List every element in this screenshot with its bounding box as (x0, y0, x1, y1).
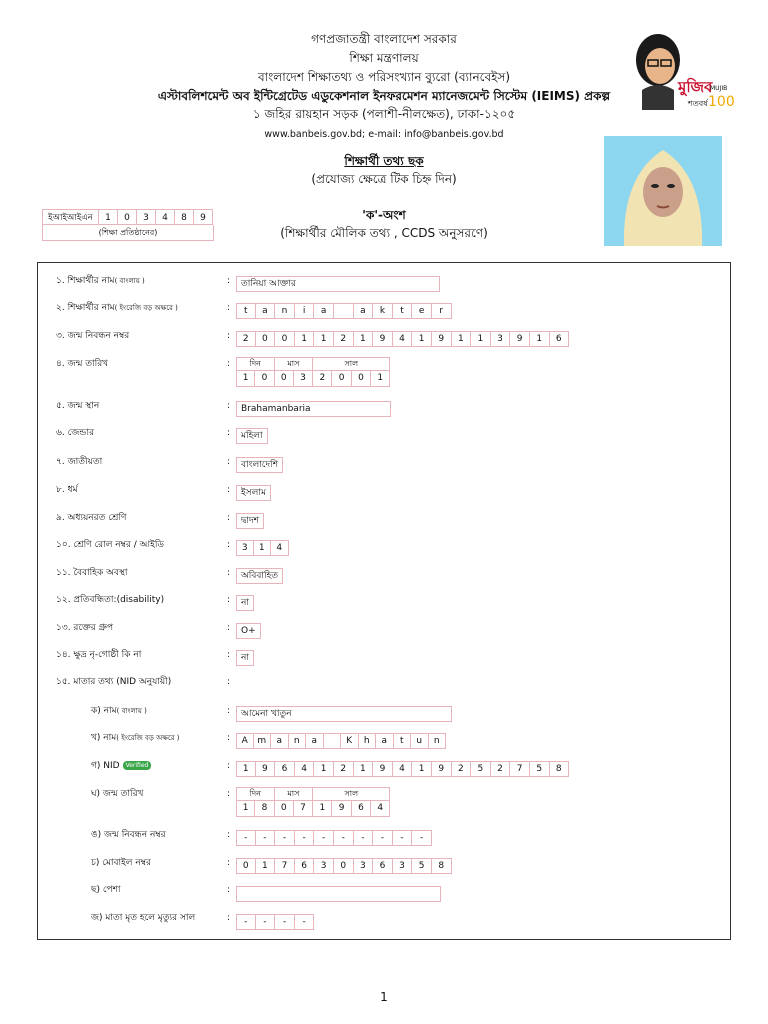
blood-value[interactable]: O+ (236, 623, 261, 639)
eiin-digit[interactable]: 4 (156, 209, 175, 225)
svg-text:শতবর্ষ: শতবর্ষ (688, 99, 708, 108)
name-en-cells[interactable]: t a n i a a k t e r (236, 303, 452, 319)
eiin-digit[interactable]: 9 (194, 209, 213, 225)
project-title: এস্টাবলিশমেন্ট অব ইন্টিগ্রেটেড এডুকেশনাল ইনফরমেশন ম্যানেজমেন্ট সিস্টেম (IEIMS) প্রকল্প (157, 89, 611, 103)
mother-birth-reg-cells[interactable]: - - - - - - - - - - (236, 830, 432, 846)
svg-text:100: 100 (708, 94, 735, 110)
mother-mobile-cells[interactable]: 0 1 7 6 3 0 3 6 3 5 8 (236, 858, 452, 874)
eiin-caption: (শিক্ষা প্রতিষ্ঠানের) (42, 225, 214, 241)
mujib-100-logo-icon (628, 32, 735, 110)
class-value[interactable]: দ্বাদশ (236, 513, 264, 529)
roll-cells[interactable]: 3 1 4 (236, 540, 289, 556)
eiin-digit[interactable]: 3 (137, 209, 156, 225)
verified-badge: Verified (123, 761, 152, 770)
address: ১ জহির রায়হান সড়ক (পলাশী-নীলক্ষেত), ঢাকা-১২০৫ (252, 107, 516, 121)
birth-place-input[interactable]: Brahamanbaria (236, 401, 391, 417)
part-title-block (250, 206, 518, 242)
birth-reg-cells[interactable]: 2 0 0 1 1 2 1 9 4 1 9 1 1 3 9 1 6 (236, 331, 569, 347)
contact-line: www.banbeis.gov.bd; e-mail: info@banbeis.gov.bd (264, 129, 504, 140)
mother-dob-cells[interactable]: দিন মাস সাল 1 8 0 7 1 9 6 4 (236, 787, 390, 817)
svg-text:মুজিব: মুজিব (678, 78, 713, 96)
svg-text:MUJIB: MUJIB (710, 85, 728, 92)
mother-name-bn-input[interactable]: আমেনা খাতুন (236, 706, 452, 722)
mother-occupation-input[interactable] (236, 886, 441, 902)
eiin-digit[interactable]: 0 (118, 209, 137, 225)
mother-death-year-cells[interactable]: - - - - (236, 914, 314, 930)
part-title: 'ক'-অংশ (362, 208, 406, 222)
eiin-digit[interactable]: 1 (99, 209, 118, 225)
nationality-value[interactable]: বাংলাদেশি (236, 457, 283, 473)
bureau-title: বাংলাদেশ শিক্ষাতথ্য ও পরিসংখ্যান ব্যুরো (ব্যানবেইস) (257, 70, 511, 84)
eiin-label: ইআইআইএন (42, 209, 99, 225)
dob-cells[interactable]: দিন মাস সাল 1 0 0 3 2 0 0 1 (236, 357, 390, 387)
gov-title: গণপ্রজাতন্ত্রী বাংলাদেশ সরকার (311, 32, 457, 46)
mother-name-en-cells[interactable]: A m a n a K h a t u n (236, 733, 446, 749)
name-bn-input[interactable]: তানিয়া আক্তার (236, 276, 440, 292)
mother-nid-cells[interactable]: 1 9 6 4 1 2 1 9 4 1 9 2 5 2 7 5 8 (236, 761, 569, 777)
page-number: 1 (380, 990, 388, 1004)
religion-value[interactable]: ইসলাম (236, 485, 271, 501)
eiin-box (42, 209, 214, 241)
part-subtitle: (শিক্ষার্থীর মৌলিক তথ্য , CCDS অনুসরণে) (280, 226, 488, 240)
form-title-block (0, 152, 768, 188)
disability-value[interactable]: না (236, 595, 254, 611)
eiin-digit[interactable]: 8 (175, 209, 194, 225)
student-info-form: ১. শিক্ষার্থীর নাম( বাংলায় ) : তানিয়া আক্তার ২. শিক্ষার্থীর নাম( ইংরেজি বড় অক্ষরে ) : t a n i a a k t e r ৩. জন্ম নিবন্ধন নম্বর : 2 0 0 1 1 2 1 9 4 1 9 1 1 3 9 1 6 ৪. জন্ম তারিখ : দিন মাস সাল 1 0 0 3 2 0 0 1 ৫. জন্ম স্থান : Brahamanbaria ৬. জেন্ডার : মহিলা ৭. জাতীয়তা : বাংলাদেশি ৮. ধর্ম : ইসলাম ৯. অধ্যয়নরত শ্রেণি : দ্বাদশ ১০. শ্রেণি রোল নম্বর / আইডি : 3 1 4 ১১. বৈবাহিক অবস্থা : অবিবাহিত ১২. প্রতিবন্ধিতা:(disability) : না ১৩. রক্তের গ্রুপ : O+ ১৪. ক্ষুদ্র নৃ-গোষ্ঠী কি না : না ১৫. মাতার তথ্য (NID অনুযায়ী) : ক) নাম( বাংলায় ) : আমেনা খাতুন খ) নাম( ইংরেজি বড় অক্ষরে ) : A m a n a K h a t u n গ) NID Verified : 1 9 6 4 1 2 1 9 4 1 9 2 5 2 7 5 8 ঘ) জন্ম তারিখ : দিন মাস সাল 1 8 0 7 1 9 6 4 ঙ) জন্ম নিবন্ধন নম্বর : - - - - - - - - - - চ) মোবাইল নম্বর : 0 1 7 6 3 0 3 6 3 5 8 ছ) পেশা : জ) মাতা মৃত হলে মৃত্যুর সাল : - - - - (37, 262, 731, 940)
gender-value[interactable]: মহিলা (236, 428, 268, 444)
ministry-title: শিক্ষা মন্ত্রণালয় (349, 51, 419, 65)
form-title: শিক্ষার্থী তথ্য ছক (344, 154, 424, 168)
marital-value[interactable]: অবিবাহিত (236, 568, 283, 584)
ethnic-value[interactable]: না (236, 650, 254, 666)
form-subtitle: (প্রযোজ্য ক্ষেত্রে টিক চিহ্ন দিন) (311, 172, 457, 186)
